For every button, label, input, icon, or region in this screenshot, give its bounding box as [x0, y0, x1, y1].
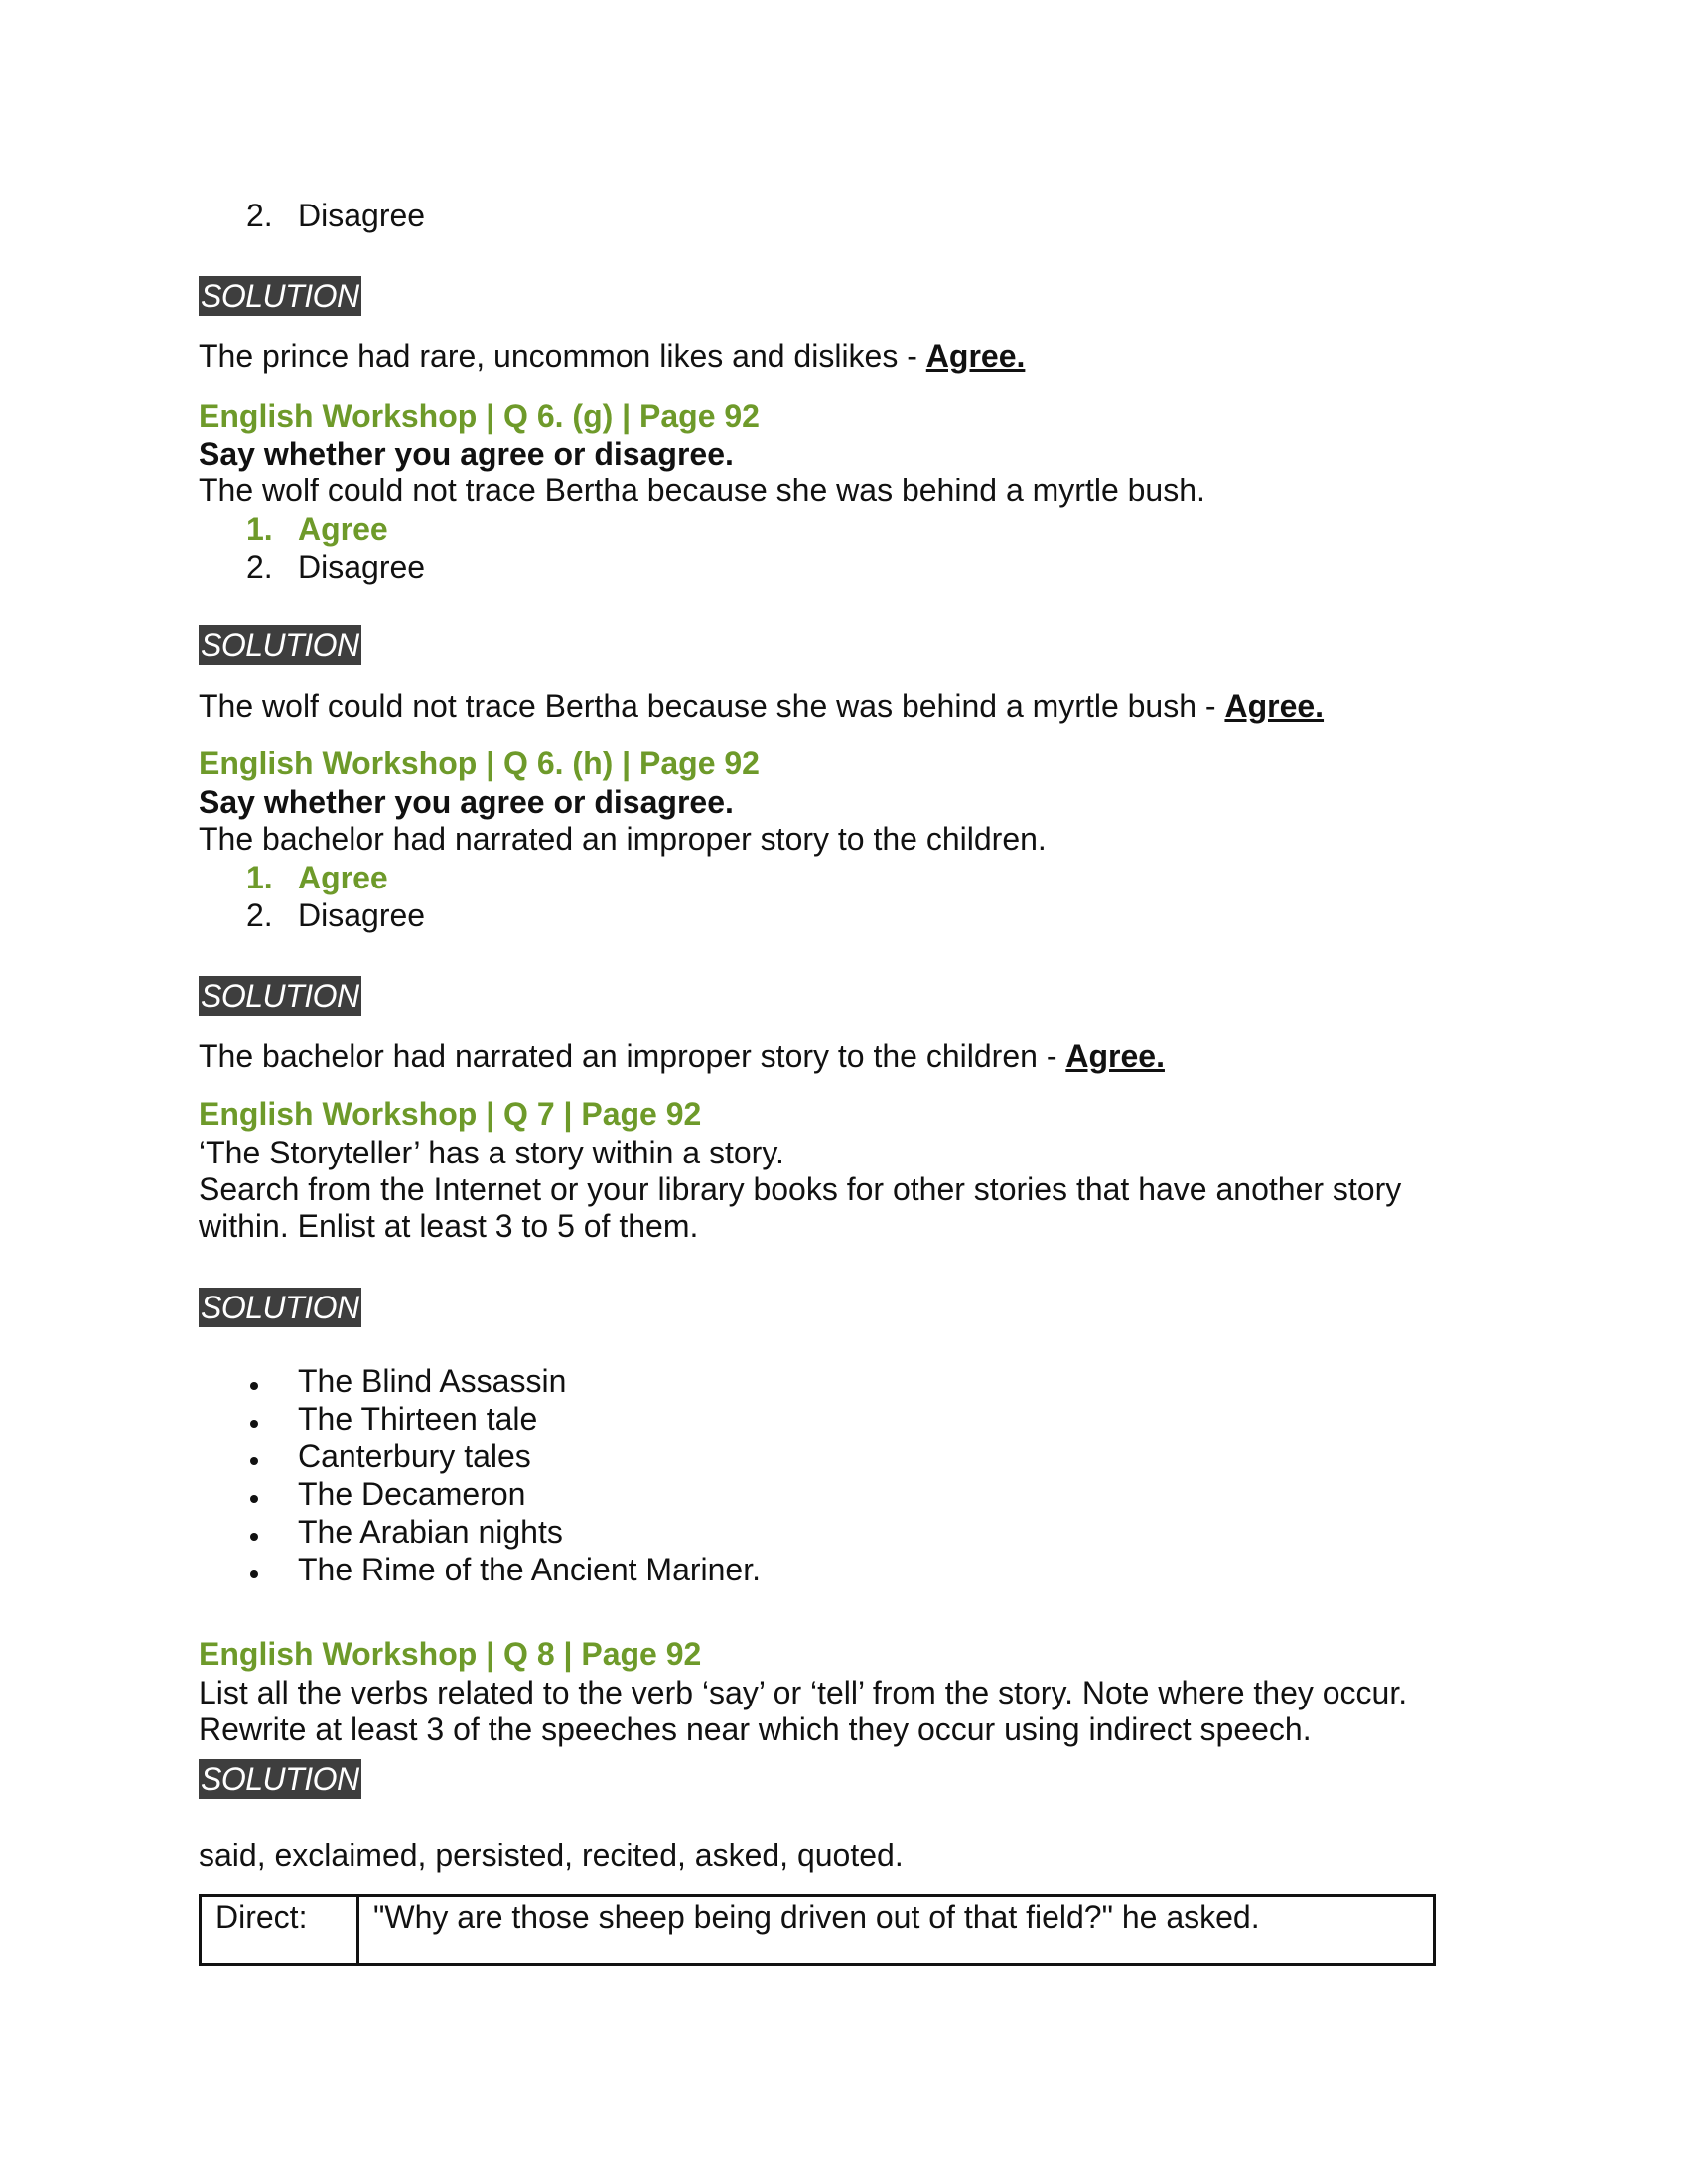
question-heading-8: English Workshop | Q 8 | Page 92 — [199, 1636, 702, 1672]
question-prompt-h: Say whether you agree or disagree. — [199, 784, 734, 820]
list-item — [246, 1551, 761, 1588]
option-agree — [246, 859, 388, 896]
list-item — [246, 1437, 761, 1475]
solution-text: The bachelor had narrated an improper story to the children - — [199, 1038, 1066, 1074]
question-statement-g: The wolf could not trace Bertha because she was behind a myrtle bush. — [199, 473, 1205, 508]
question-text-line: Search from the Internet or your library books for other stories that have another story — [199, 1171, 1402, 1207]
option-number: 1. — [246, 860, 273, 895]
solution-label: SOLUTION — [201, 978, 359, 1014]
option-number: 2. — [246, 897, 273, 933]
speech-table — [199, 1894, 1436, 1966]
option-disagree — [246, 197, 425, 234]
option-number: 1. — [246, 511, 273, 547]
table-row — [201, 1896, 1435, 1965]
list-item — [246, 1400, 761, 1437]
solution-answer-f — [199, 338, 1025, 375]
list-item-text: The Thirteen tale — [298, 1401, 538, 1436]
option-label: Disagree — [298, 549, 426, 585]
story-list — [246, 1362, 761, 1588]
option-number: 2. — [246, 549, 273, 585]
solution-label: SOLUTION — [201, 278, 359, 314]
list-item-text: The Blind Assassin — [298, 1363, 567, 1399]
question-statement-h: The bachelor had narrated an improper story to the children. — [199, 821, 1047, 857]
option-agree — [246, 510, 388, 548]
list-item-text: The Arabian nights — [298, 1514, 563, 1550]
solution-answer-g — [199, 687, 1324, 725]
verbs-answer: said, exclaimed, persisted, recited, asked, quoted. — [199, 1838, 904, 1873]
answer-agree: Agree. — [925, 339, 1026, 374]
list-item-text: The Rime of the Ancient Mariner. — [298, 1552, 761, 1587]
solution-label: SOLUTION — [201, 1290, 359, 1325]
question-text-line: ‘The Storyteller’ has a story within a story. — [199, 1135, 784, 1170]
question-heading-7: English Workshop | Q 7 | Page 92 — [199, 1096, 702, 1132]
solution-label: SOLUTION — [201, 1761, 359, 1797]
option-disagree — [246, 896, 425, 934]
list-item — [246, 1475, 761, 1513]
question-prompt-g: Say whether you agree or disagree. — [199, 436, 734, 472]
question-text-line: Rewrite at least 3 of the speeches near which they occur using indirect speech. — [199, 1711, 1312, 1747]
option-label: Agree — [298, 511, 388, 547]
list-item — [246, 1362, 761, 1400]
list-item — [246, 1513, 761, 1551]
option-label: Agree — [298, 860, 388, 895]
option-number: 2. — [246, 198, 273, 233]
solution-label: SOLUTION — [201, 627, 359, 663]
solution-text: The prince had rare, uncommon likes and dislikes - — [199, 339, 926, 374]
question-text-line: within. Enlist at least 3 to 5 of them. — [199, 1208, 699, 1244]
solution-answer-h — [199, 1037, 1165, 1075]
answer-agree: Agree. — [1065, 1038, 1165, 1074]
question-text-line: List all the verbs related to the verb ‘say’ or ‘tell’ from the story. Note where they occur. — [199, 1675, 1408, 1710]
table-cell-text: "Why are those sheep being driven out of that field?" he asked. — [358, 1896, 1435, 1965]
list-item-text: Canterbury tales — [298, 1438, 531, 1474]
list-item-text: The Decameron — [298, 1476, 526, 1512]
answer-agree: Agree. — [1224, 688, 1325, 724]
option-disagree — [246, 548, 425, 586]
option-label: Disagree — [298, 897, 426, 933]
question-heading-g: English Workshop | Q 6. (g) | Page 92 — [199, 398, 760, 434]
solution-text: The wolf could not trace Bertha because she was behind a myrtle bush - — [199, 688, 1225, 724]
table-cell-label: Direct: — [201, 1896, 358, 1965]
option-label: Disagree — [298, 198, 426, 233]
question-heading-h: English Workshop | Q 6. (h) | Page 92 — [199, 746, 760, 781]
